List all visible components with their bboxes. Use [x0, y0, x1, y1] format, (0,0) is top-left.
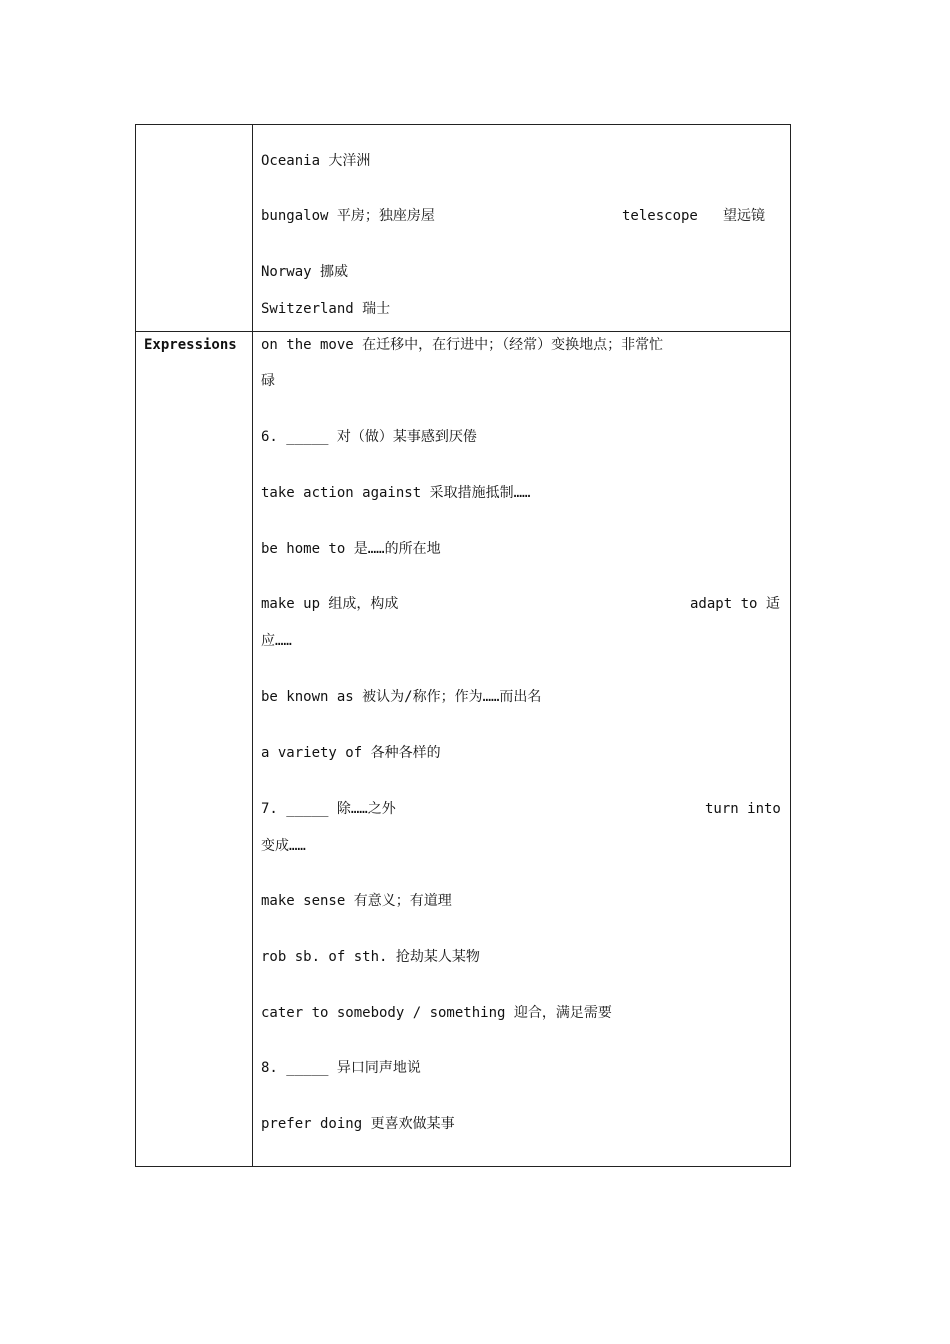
expression-item: 8. _____ 异口同声地说 — [261, 1060, 421, 1076]
expression-item: make sense 有意义；有道理 — [261, 893, 452, 909]
expression-item: 碌 — [261, 373, 275, 389]
expression-item: make up 组成，构成 — [261, 596, 399, 612]
word-bungalow: bungalow 平房；独座房屋 — [261, 208, 435, 224]
row-divider — [136, 331, 790, 332]
word-telescope: telescope — [622, 208, 698, 224]
expression-item: on the move 在迁移中，在行进中；（经常）变换地点；非常忙 — [261, 337, 664, 353]
expression-item: be home to 是……的所在地 — [261, 541, 441, 557]
column-divider — [252, 125, 253, 1166]
expression-item: 应…… — [261, 633, 292, 649]
expression-item-turn-into: turn into — [705, 801, 781, 817]
expression-item: rob sb. of sth. 抢劫某人某物 — [261, 949, 480, 965]
vocabulary-table — [135, 124, 791, 1167]
expression-item: prefer doing 更喜欢做某事 — [261, 1116, 455, 1132]
expression-item: 变成…… — [261, 838, 306, 854]
word-norway: Norway 挪威 — [261, 264, 349, 280]
expression-item: 7. _____ 除……之外 — [261, 801, 396, 817]
expression-item: a variety of 各种各样的 — [261, 745, 441, 761]
expression-item: 6. _____ 对（做）某事感到厌倦 — [261, 429, 477, 445]
word-switzerland: Switzerland 瑞士 — [261, 301, 391, 317]
expression-item: be known as 被认为/称作；作为……而出名 — [261, 689, 542, 705]
expressions-label: Expressions — [144, 337, 237, 353]
expression-item: cater to somebody / something 迎合，满足需要 — [261, 1005, 612, 1021]
word-telescope-meaning: 望远镜 — [723, 208, 765, 224]
word-oceania: Oceania 大洋洲 — [261, 153, 371, 169]
expression-item-adapt: adapt to 适 — [690, 596, 780, 612]
expression-item: take action against 采取措施抵制…… — [261, 485, 531, 501]
